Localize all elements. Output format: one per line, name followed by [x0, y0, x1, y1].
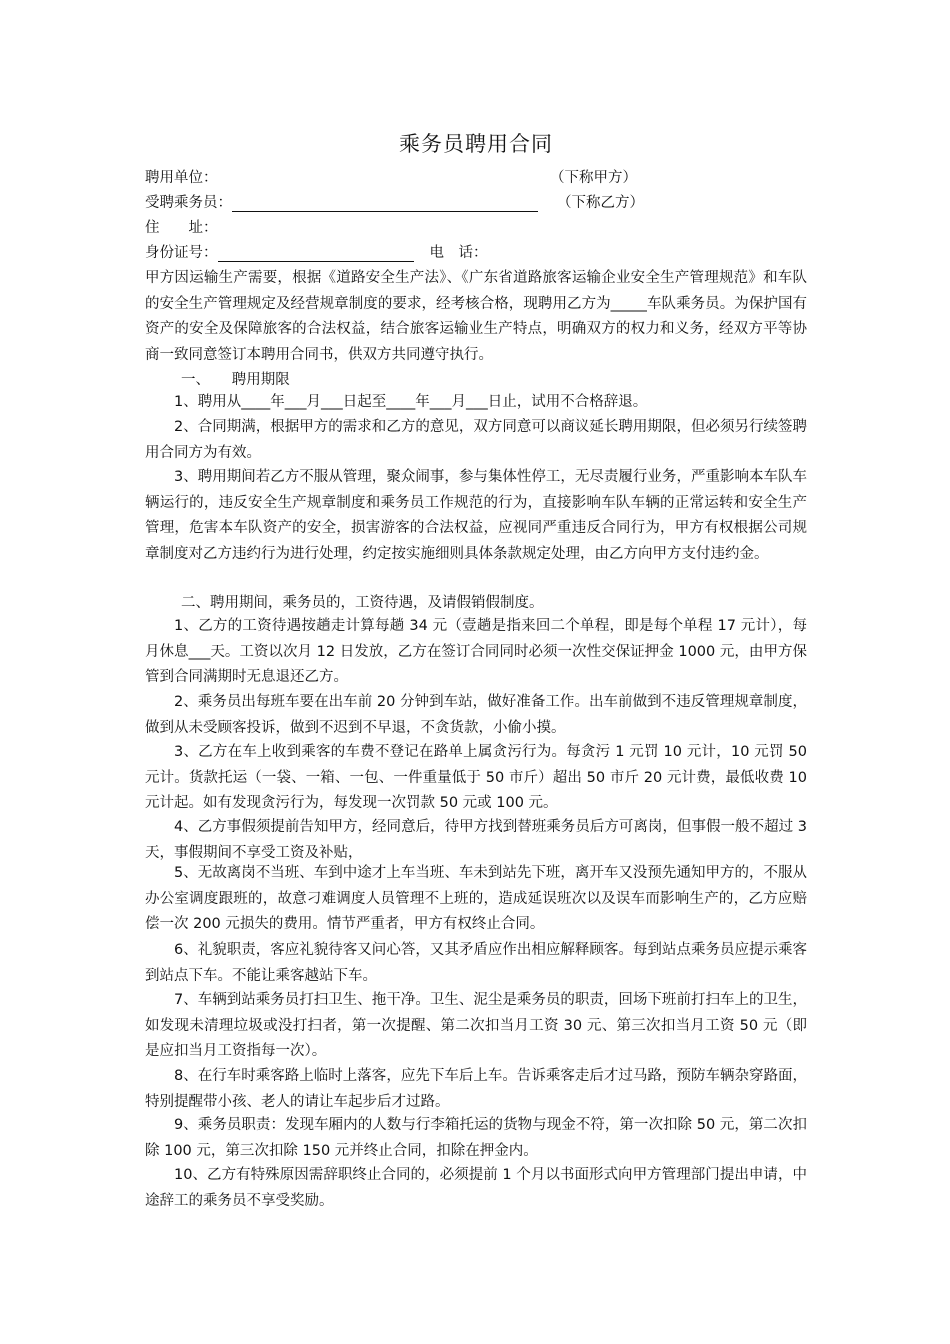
clause-1-2: 2、合同期满，根据甲方的需求和乙方的意见，双方同意可以商议延长聘用期限，但必须另行续签聘用合同方为有效。: [145, 419, 807, 461]
clause-1-3: 3、聘用期间若乙方不服从管理，聚众闹事，参与集体性停工，无尽责履行业务，严重影响本车队车辆运行的，违反安全生产规章制度和乘务员工作规范的行为，直接影响车队车辆的正常运转和安全生产管理，危害本车队资产的安全，损害游客的合法权益，应视同严重违反合同行为，甲方有权根据公司规章制度对乙方违约行为进行处理，约定按实施细则具体条款规定处理，由乙方向甲方支付违约金。: [145, 469, 807, 562]
clause-2-8: 8、在行车时乘客路上临时上落客，应先下车后上车。告诉乘客走后才过马路，预防车辆杂穿路面，特别提醒带小孩、老人的请让车起步后才过路。: [145, 1068, 807, 1110]
employer-label: 聘用单位：: [145, 170, 218, 186]
employee-line: [145, 192, 538, 214]
clause-2-1: 1、乙方的工资待遇按趟走计算每趟 34 元（壹趟是指来回二个单程，即是每个单程 17 元计），每月休息___天。工资以次月 12 日发放，乙方在签订合同同时必须一次性交保证押金 1000 元，由甲方保管到合同满期时无息退还乙方。: [145, 618, 807, 685]
section-1-heading: 一、 聘用期限: [181, 372, 290, 388]
clause-2-3: 3、乙方在车上收到乘客的车费不登记在路单上属贪污行为。每贪污 1 元罚 10 元计，10 元罚 50 元计。货款托运（一袋、一箱、一包、一件重量低于 50 市斤）超出 50 市斤 20 元计费，最低收费 10 元计起。如有发现贪污行为，每发现一次罚款 50 元或 100 元。: [145, 744, 807, 811]
section-2-heading: 二、聘用期间，乘务员的，工资待遇，及请假销假制度。: [181, 595, 544, 611]
clause-2-9: 9、乘务员职责：发现车厢内的人数与行李箱托运的货物与现金不符，第一次扣除 50 元，第二次扣除 100 元，第三次扣除 150 元并终止合同，扣除在押金内。: [145, 1117, 807, 1159]
employee-label: 受聘乘务员：: [145, 195, 232, 211]
address-line: [145, 217, 218, 239]
id-phone-line: [145, 242, 488, 264]
clause-2-10: 10、乙方有特殊原因需辞职终止合同的，必须提前 1 个月以书面形式向甲方管理部门提出申请，中途辞工的乘务员不享受奖励。: [145, 1167, 807, 1209]
party-a-note: （下称甲方）: [550, 170, 637, 186]
clause-1-1: 1、聘用从____年___月___日起至____年___月___日止，试用不合格辞退。: [174, 394, 648, 410]
clause-2-2: 2、乘务员出每班车要在出车前 20 分钟到车站，做好准备工作。出车前做到不违反管理规章制度，做到从未受顾客投诉，做到不迟到不早退，不贪货款，小偷小摸。: [145, 694, 807, 736]
id-label: 身份证号：: [145, 245, 218, 261]
intro-paragraph: 甲方因运输生产需要，根据《道路安全生产法》、《广东省道路旅客运输企业安全生产管理规范》和车队的安全生产管理规定及经营规章制度的要求，经考核合格，现聘用乙方为_____车队乘务员。为保护国有资产的安全及保障旅客的合法权益，结合旅客运输业生产特点，明确双方的权力和义务，经双方平等协商一致同意签订本聘用合同书，供双方共同遵守执行。: [145, 270, 807, 363]
clause-2-4: 4、乙方事假须提前告知甲方，经同意后，待甲方找到替班乘务员后方可离岗，但事假一般不超过 3 天，事假期间不享受工资及补贴，: [145, 819, 807, 861]
clause-2-5: 5、无故离岗不当班、车到中途才上车当班、车未到站先下班，离开车又没预先通知甲方的，不服从办公室调度跟班的，故意刁难调度人员管理不上班的，造成延误班次以及误车而影响生产的，乙方应赔偿一次 200 元损失的费用。情节严重者，甲方有权终止合同。: [145, 865, 807, 932]
document-title: 乘务员聘用合同: [399, 132, 553, 156]
clause-2-7: 7、车辆到站乘务员打扫卫生、拖干净。卫生、泥尘是乘务员的职责，回场下班前打扫车上的卫生，如发现未清理垃圾或没打扫者，第一次提醒、第二次扣当月工资 30 元、第三次扣当月工资 50 元（即是应扣当月工资指每一次）。: [145, 992, 807, 1059]
party-b-note: （下称乙方）: [557, 195, 644, 211]
phone-label: 电 话：: [429, 245, 488, 261]
employee-blank[interactable]: [232, 195, 538, 212]
address-label: 住 址：: [145, 220, 218, 236]
clause-2-6: 6、礼貌职责，客应礼貌待客又问心答，又其矛盾应作出相应解释顾客。每到站点乘务员应提示乘客到站点下车。不能让乘客越站下车。: [145, 942, 807, 984]
id-blank[interactable]: [218, 245, 414, 262]
employer-line: [145, 167, 218, 189]
